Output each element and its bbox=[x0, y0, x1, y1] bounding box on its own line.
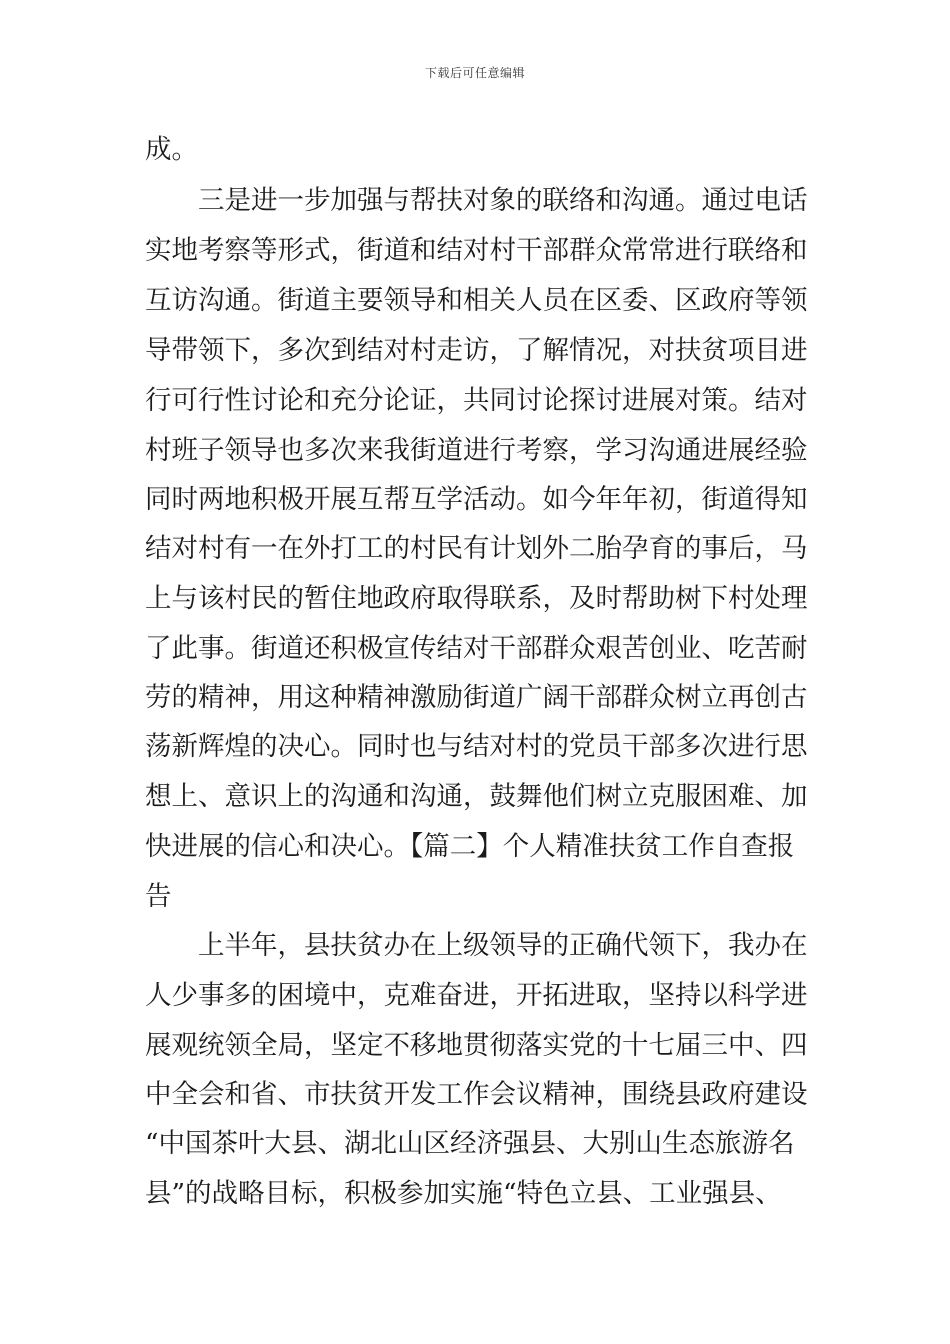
text-line: 互访沟通。街道主要领导和相关人员在区委、区政府等领 bbox=[145, 285, 807, 316]
text-line: 劳的精神，用这种精神激励街道广阔干部群众树立再创古 bbox=[145, 682, 807, 713]
text-line: 实地考察等形式，街道和结对村干部群众常常进行联络和 bbox=[145, 235, 807, 266]
text-line: 同时两地积极开展互帮互学活动。如今年年初，街道得知 bbox=[145, 484, 807, 515]
text-line: 了此事。街道还积极宣传结对干部群众艰苦创业、吃苦耐 bbox=[145, 633, 807, 664]
text-line: 上半年，县扶贫办在上级领导的正确代领下，我办在 bbox=[198, 930, 807, 961]
text-line: 上与该村民的暂住地政府取得联系，及时帮助树下村处理 bbox=[145, 583, 807, 614]
text-line: 结对村有一在外打工的村民有计划外二胎孕育的事后，马 bbox=[145, 533, 807, 564]
text-line: 告 bbox=[145, 881, 172, 912]
text-line: 人少事多的困境中，克难奋进，开拓进取，坚持以科学进 bbox=[145, 980, 807, 1011]
text-line: 成。 bbox=[145, 134, 198, 165]
text-line: 村班子领导也多次来我街道进行考察，学习沟通进展经验 bbox=[145, 435, 807, 466]
text-line: 县”的战略目标，积极参加实施“特色立县、工业强县、 bbox=[145, 1178, 782, 1209]
text-line: 展观统领全局，坚定不移地贯彻落实党的十七届三中、四 bbox=[145, 1030, 807, 1061]
page-header: 下载后可任意编辑 bbox=[424, 66, 525, 80]
text-line: 三是进一步加强与帮扶对象的联络和沟通。通过电话 bbox=[198, 185, 807, 216]
text-line: “中国茶叶大县、湖北山区经济强县、大别山生态旅游名 bbox=[145, 1128, 795, 1159]
text-line: 行可行性讨论和充分论证，共同讨论探讨进展对策。结对 bbox=[145, 385, 807, 416]
text-line: 中全会和省、市扶贫开发工作会议精神，围绕县政府建设 bbox=[145, 1079, 807, 1110]
text-line: 导带领下，多次到结对村走访，了解情况，对扶贫项目进 bbox=[145, 335, 807, 366]
text-line: 荡新辉煌的决心。同时也与结对村的党员干部多次进行思 bbox=[145, 731, 807, 762]
text-line: 快进展的信心和决心。【篇二】个人精准扶贫工作自查报 bbox=[145, 831, 795, 862]
text-line: 想上、意识上的沟通和沟通，鼓舞他们树立克服困难、加 bbox=[145, 781, 807, 812]
